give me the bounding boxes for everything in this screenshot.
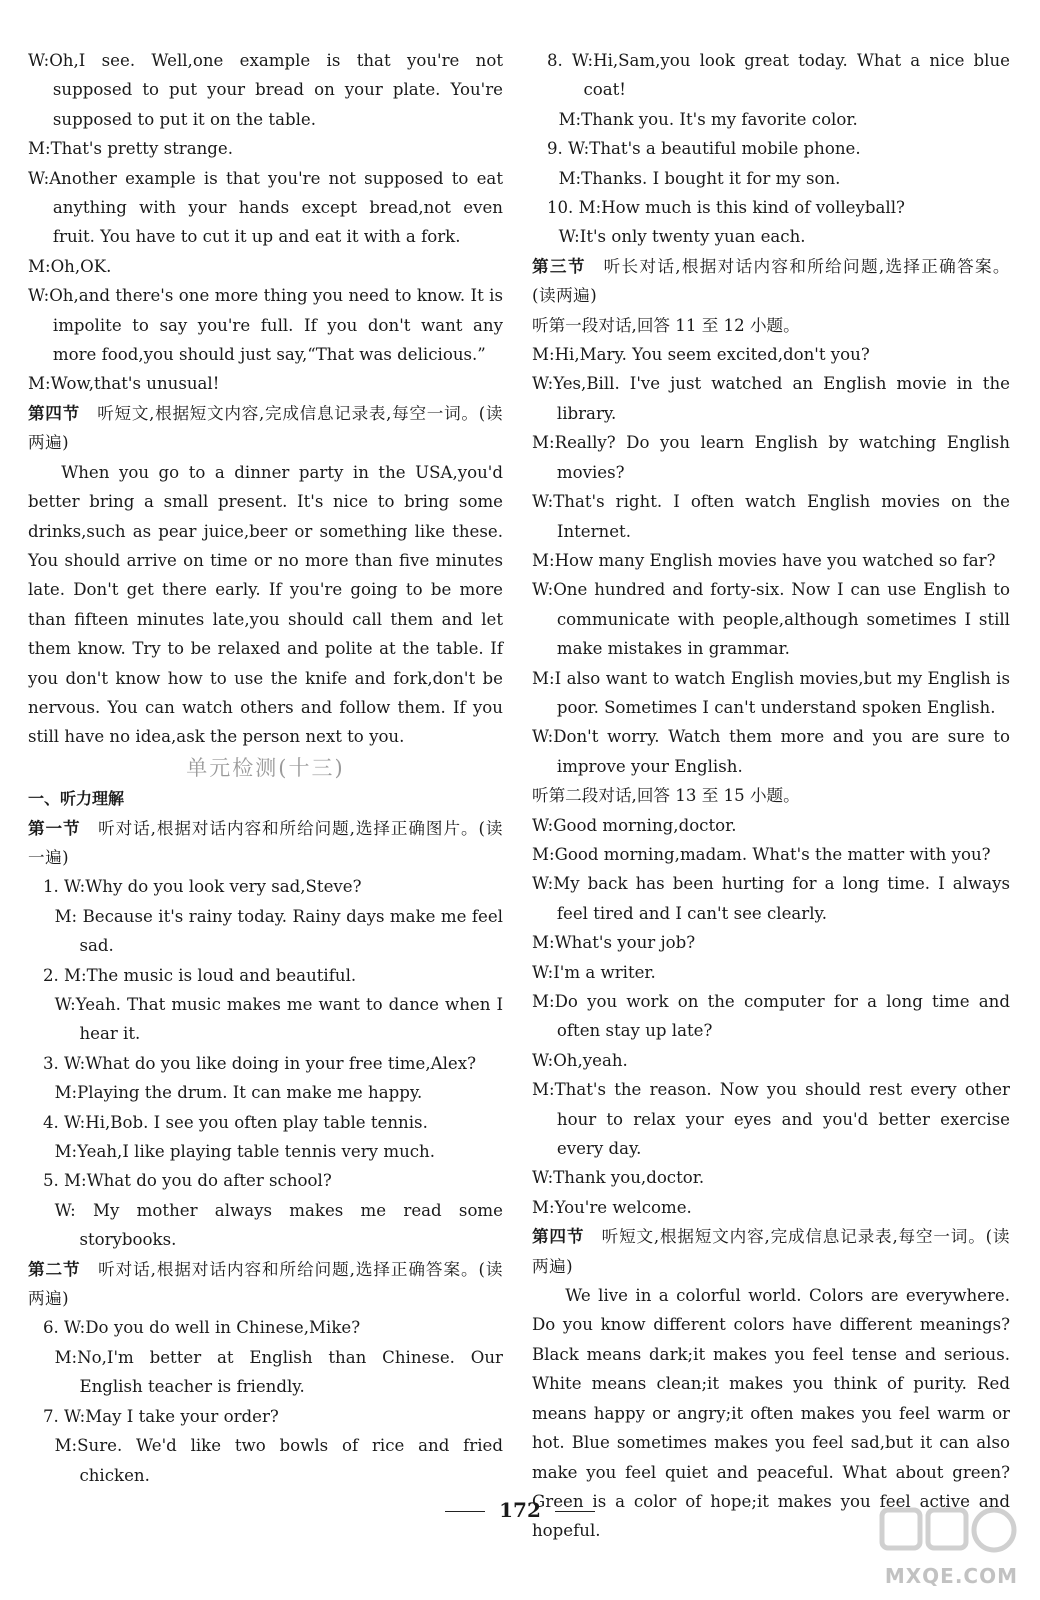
text: 听第二段对话,回答 13 至 15 小题。 [532,786,800,806]
dialogue-line [532,987,1010,1046]
section-label: 第四节 [28,402,80,423]
dialogue-line [532,840,1010,869]
text: M:That's pretty strange. [28,139,234,159]
text: 10. M:How much is this kind of volleyball? [546,198,905,218]
question-line [532,46,1010,105]
text: W:My back has been hurting for a long time. I always feel tired and I can't see clearly. [532,874,1010,923]
dialogue-line [532,487,1010,546]
dialogue-line [532,664,1010,723]
text: M:How many English movies have you watched so far? [532,550,996,570]
text: W:Oh,yeah. [532,1050,628,1070]
text: W:I'm a writer. [532,962,656,982]
question-line [28,872,503,901]
text: 听长对话,根据对话内容和所给问题,选择正确答案。(读两遍) [532,256,1010,306]
text: M:Do you work on the computer for a long time and often stay up late? [532,992,1010,1041]
watermark-text: MXQE.COM [884,1564,1018,1588]
text: W:Another example is that you're not supposed to eat anything with your hands except bread,not even fruit. You have to cut it up and eat it with a fork. [28,168,503,247]
text: W:It's only twenty yuan each. [558,227,806,247]
dialogue-line [28,164,503,252]
text: M:Oh,OK. [28,256,112,276]
text: W:Thank you,doctor. [532,1168,705,1188]
instruction-line [532,311,1010,340]
dialogue-line [532,811,1010,840]
text: W:Yes,Bill. I've just watched an English movie in the library. [532,374,1010,423]
left-column [28,46,503,1490]
question-line [28,1049,503,1078]
section-label: 第四节 [532,1226,585,1247]
text: 单元检测(十三) [186,755,345,780]
response-line [28,1078,503,1107]
text: 6. W:Do you do well in Chinese,Mike? [42,1318,361,1338]
text: 4. W:Hi,Bob. I see you often play table tennis. [42,1112,428,1132]
text: M:Thank you. It's my favorite color. [558,109,858,129]
response-line [532,222,1010,251]
section-label: 第一节 [28,817,81,838]
response-line [28,1431,503,1490]
section-instruction [28,814,503,873]
dialogue-line [532,722,1010,781]
text: We live in a colorful world. Colors are everywhere. Do you know different colors have different meanings? Black means dark;it makes you feel tense and serious. White means clean;it makes you think of purity. Red means happy or angry;it often makes you feel warm or hot. Blue sometimes makes you feel sad,but it can also make you feel quiet and peaceful. What about green? Green is a color of hope;it makes you feel active and hopeful. [532,1286,1010,1541]
text: 3. W:What do you like doing in your free time,Alex? [42,1053,476,1073]
text: W:Yeah. That music makes me want to dance when I hear it. [54,995,503,1044]
text: 一、听力理解 [28,789,125,809]
question-line [28,1313,503,1342]
dialogue-line [28,369,503,398]
passage-paragraph [28,458,503,752]
section-label: 第二节 [28,1258,81,1279]
dialogue-line [532,575,1010,663]
question-line [28,1108,503,1137]
text: M:Yeah,I like playing table tennis very much. [54,1142,436,1162]
dialogue-line [532,428,1010,487]
response-line [28,1196,503,1255]
unit-title [28,754,503,783]
text: M:Really? Do you learn English by watching English movies? [532,433,1010,482]
section-instruction [28,1255,503,1314]
text: M:No,I'm better at English than Chinese. Our English teacher is friendly. [54,1347,503,1397]
question-line [28,961,503,990]
text: M:Good morning,madam. What's the matter with you? [532,844,991,864]
text: 听对话,根据对话内容和所给问题,选择正确答案。(读两遍) [28,1259,503,1309]
text: M:I also want to watch English movies,but my English is poor. Sometimes I can't understand spoken English. [532,668,1010,717]
dialogue-line [532,1075,1010,1163]
dialogue-line [28,134,503,163]
response-line [28,902,503,961]
question-line [28,1166,503,1195]
response-line [28,990,503,1049]
dialogue-line [532,928,1010,957]
dialogue-line [532,546,1010,575]
text: 1. W:Why do you look very sad,Steve? [42,877,362,897]
text: 听第一段对话,回答 11 至 12 小题。 [532,315,800,335]
text: W:Oh,I see. Well,one example is that you're not supposed to put your bread on your plate. You're supposed to put it on the table. [28,51,503,129]
part-heading [28,784,503,813]
response-line [532,164,1010,193]
response-line [28,1137,503,1166]
text: W:Don't worry. Watch them more and you are sure to improve your English. [532,727,1010,776]
dialogue-line [28,46,503,134]
text: 听短文,根据短文内容,完成信息记录表,每空一词。(读两遍) [28,403,504,453]
text: 9. W:That's a beautiful mobile phone. [546,139,861,159]
text: 2. M:The music is loud and beautiful. [42,965,357,985]
text: W:Good morning,doctor. [532,815,737,835]
text: 8. W:Hi,Sam,you look great today. What a nice blue coat! [546,51,1010,100]
section-instruction [532,252,1010,311]
dialogue-line [532,958,1010,987]
text: W:One hundred and forty-six. Now I can use English to communicate with people,although sometimes I still make mistakes in grammar. [532,580,1010,659]
text: 听短文,根据短文内容,完成信息记录表,每空一词。(读两遍) [532,1227,1011,1276]
text: M:That's the reason. Now you should rest every other hour to relax your eyes and you'd better exercise every day. [532,1080,1010,1159]
question-line [532,193,1010,222]
dialogue-line [532,340,1010,369]
text: W:That's right. I often watch English movies on the Internet. [532,492,1010,541]
text: M:Wow,that's unusual! [28,374,220,394]
right-column [532,46,1010,1546]
question-line [532,134,1010,163]
text: M:Thanks. I bought it for my son. [558,168,841,188]
response-line [28,1343,503,1402]
text: When you go to a dinner party in the USA,you'd better bring a small present. It's nice to bring some drinks,such as pear juice,beer or something like these. You should arrive on time or no more than five minutes late. Don't get there early. If you're going to be more than fifteen minutes late,you should call them and let them know. Try to be relaxed and polite at the table. If you don't know how to use the knife and fork,don't be nervous. You can watch others and follow them. If you still have no idea,ask the person next to you. [28,462,503,747]
instruction-line [532,781,1010,810]
text: M:What's your job? [532,933,696,953]
text: M:You're welcome. [532,1197,692,1217]
section-instruction [28,399,503,458]
dialogue-line [532,1163,1010,1192]
dialogue-line [532,369,1010,428]
text: M: Because it's rainy today. Rainy days make me feel sad. [54,906,503,956]
text: W:Oh,and there's one more thing you need to know. It is impolite to say you're full. If you don't want any more food,you should just say,“That was delicious.” [28,286,503,365]
dialogue-line [28,252,503,281]
page-number-dash-right [555,1511,595,1512]
page-number-value: 172 [499,1498,541,1522]
text: M:Hi,Mary. You seem excited,don't you? [532,345,870,365]
response-line [532,105,1010,134]
text: M:Playing the drum. It can make me happy. [54,1083,423,1103]
dialogue-line [532,1046,1010,1075]
dialogue-line [532,869,1010,928]
section-label: 第三节 [532,255,586,276]
text: 7. W:May I take your order? [42,1406,279,1426]
text: M:Sure. We'd like two bowls of rice and fried chicken. [54,1436,503,1485]
dialogue-line [28,281,503,369]
text: W: My mother always makes me read some storybooks. [54,1200,503,1250]
dialogue-line [532,1193,1010,1222]
text: 5. M:What do you do after school? [42,1171,332,1191]
section-instruction [532,1222,1010,1281]
page-number-dash-left [445,1511,485,1512]
text: 听对话,根据对话内容和所给问题,选择正确图片。(读一遍) [28,818,503,867]
question-line [28,1402,503,1431]
